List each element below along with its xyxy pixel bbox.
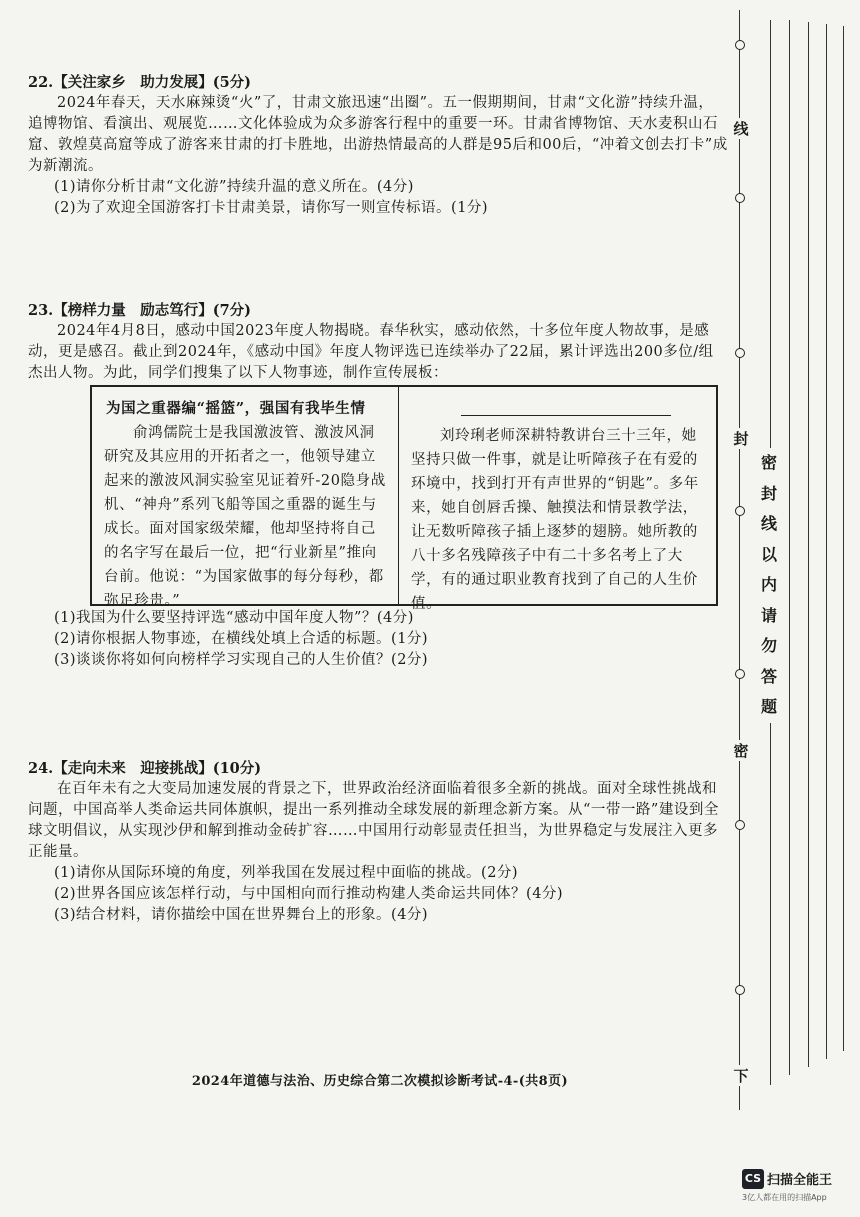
scanner-tagline: 3亿人都在用的扫描App: [742, 1192, 827, 1202]
question-24: [28, 758, 728, 926]
question-24-heading: 24.【走向未来 迎接挑战】(10分): [28, 760, 262, 777]
question-22: [28, 72, 728, 219]
seal-circle: [735, 506, 745, 516]
title-blank-line[interactable]: [461, 401, 671, 416]
seal-mark-mi: 密: [730, 740, 752, 761]
seal-circle: [735, 348, 745, 358]
board-right-panel: [399, 387, 716, 612]
seal-mark-feng: 封: [730, 428, 752, 449]
seal-warning: 密封线以内请勿答题: [758, 448, 780, 723]
page-footer: 2024年道德与法治、历史综合第二次模拟诊断考试-4-(共8页): [191, 1074, 569, 1089]
seal-line-6: [843, 26, 844, 1051]
seal-circle: [735, 985, 745, 995]
seal-mark-xia: 下: [730, 1065, 752, 1086]
question-23: [28, 300, 728, 384]
question-22-sub-1: (1)请你分析甘肃“文化游”持续升温的意义所在。(4分): [54, 179, 414, 195]
question-24-material: 在百年未有之大变局加速发展的背景之下，世界政治经济面临着很多全新的挑战。面对全球性挑战和问题，中国高举人类命运共同体旗帜，提出一系列推动全球发展的新理念新方案。从“一带一路”建设到全球文明倡议，从实现沙伊和解到推动金砖扩容……中国用行动彰显责任担当，为世界稳定与发展注入更多正能量。: [28, 781, 719, 860]
seal-line-3: [789, 20, 790, 1075]
question-24-sub-1: (1)请你从国际环境的角度，列举我国在发展过程中面临的挑战。(2分): [54, 865, 519, 881]
question-24-sub-2: (2)世界各国应该怎样行动，与中国相向而行推动构建人类命运共同体？(4分): [54, 886, 564, 902]
seal-circle: [735, 820, 745, 830]
question-23-heading: 23.【榜样力量 励志笃行】(7分): [28, 302, 252, 319]
board-left-title: 为国之重器编“摇篮”，强国有我毕生情: [106, 400, 366, 417]
question-23-material: 2024年4月8日，感动中国2023年度人物揭晓。春华秋实，感动依然，十多位年度人物故事，是感动，更是感召。截止到2024年，《感动中国》年度人物评选已连续举办了22届，累计评选出200多位/组杰出人物。为此，同学们搜集了以下人物事迹，制作宣传展板：: [28, 323, 714, 381]
seal-line-1: [739, 10, 740, 1110]
question-23-sub-2: (2)请你根据人物事迹，在横线处填上合适的标题。(1分): [54, 631, 429, 647]
board-left-panel: [92, 387, 399, 609]
question-22-sub-2: (2)为了欢迎全国游客打卡甘肃美景，请你写一则宣传标语。(1分): [54, 200, 489, 216]
scanner-watermark: [742, 1168, 832, 1203]
question-22-heading: 22.【关注家乡 助力发展】(5分): [28, 74, 252, 91]
seal-line-5: [826, 24, 827, 1059]
seal-circle: [735, 193, 745, 203]
board-right-body: 刘玲琍老师深耕特教讲台三十三年，她坚持只做一件事，就是让听障孩子在有爱的环境中，找到打开有声世界的“钥匙”。多年来，她自创唇舌操、触摸法和情景教学法，让无数听障孩子插上逐梦的翅膀。她所教的八十多名残障孩子中有二十多名考上了大学，有的通过职业教育找到了自己的人生价值。: [411, 428, 699, 612]
question-23-subquestions: [28, 608, 728, 671]
question-24-sub-3: (3)结合材料，请你描绘中国在世界舞台上的形象。(4分): [54, 907, 429, 923]
question-22-material: 2024年春天，天水麻辣烫“火”了，甘肃文旅迅速“出圈”。五一假期期间，甘肃“文化游”持续升温，追博物馆、看演出、观展览……文化体验成为众多游客行程中的重要一环。甘肃省博物馆、天水麦积山石窟、敦煌莫高窟等成了游客来甘肃的打卡胜地，出游热情最高的人群是95后和00后，“冲着文创去打卡”成为新潮流。: [28, 95, 728, 174]
seal-line-4: [808, 22, 809, 1067]
scanner-brand-name: 扫描全能王: [767, 1173, 833, 1188]
seal-circle: [735, 669, 745, 679]
seal-mark-xian: 线: [730, 118, 752, 139]
question-23-sub-1: (1)我国为什么要坚持评选“感动中国年度人物”？(4分): [54, 610, 414, 626]
seal-circle: [735, 40, 745, 50]
scanner-logo-icon: CS: [742, 1169, 764, 1189]
publicity-board: [90, 385, 718, 612]
question-23-sub-3: (3)谈谈你将如何向榜样学习实现自己的人生价值？(2分): [54, 652, 429, 668]
board-left-body: 俞鸿儒院士是我国激波管、激波风洞研究及其应用的开拓者之一，他领导建立起来的激波风洞实验室见证着歼-20隐身战机、“神舟”系列飞船等国之重器的诞生与成长。面对国家级荣耀，他却坚持将自己的名字写在最后一位，把“行业新星”推向台前。他说：“为国家做事的每分每秒，都弥足珍贵。”: [104, 425, 386, 609]
